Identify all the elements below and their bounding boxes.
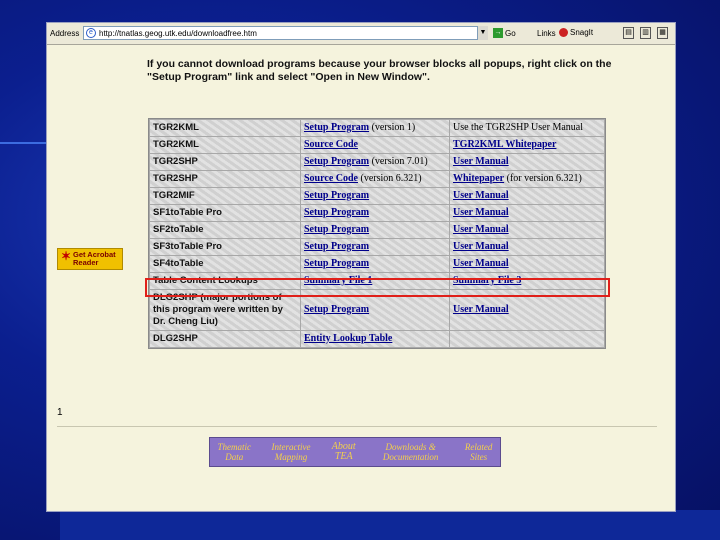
program-name: SF4toTable (150, 256, 300, 272)
program-name: SF1toTable Pro (150, 205, 300, 221)
table-row (150, 188, 604, 204)
program-name: Table Content Lookups (150, 273, 300, 289)
documentation-note: (for version 6.321) (504, 173, 582, 184)
program-download-cell (301, 222, 449, 238)
snagit-icon (559, 28, 568, 37)
adobe-logo-icon: ✶ (60, 249, 72, 263)
downloads-table (148, 118, 606, 349)
go-arrow-icon: → (494, 29, 502, 36)
program-name: TGR2SHP (150, 171, 300, 187)
highlight-box (145, 278, 610, 297)
get-acrobat-reader-button[interactable] (57, 248, 123, 270)
nav-interactive-mapping[interactable]: Interactive Mapping (271, 442, 311, 462)
program-download-cell (301, 171, 449, 187)
program-docs-cell (450, 154, 604, 170)
document-icon[interactable]: ▤ (623, 27, 634, 39)
program-docs-cell (450, 137, 604, 153)
documentation-link[interactable]: User Manual (453, 241, 509, 252)
ie-page-icon: e (86, 28, 96, 38)
go-label: Go (505, 28, 516, 38)
address-label: Address (50, 29, 80, 38)
divider (57, 426, 657, 427)
address-input[interactable] (83, 26, 487, 40)
download-link[interactable]: Setup Program (304, 207, 370, 218)
download-link[interactable]: Setup Program (304, 241, 370, 252)
program-docs-cell (450, 222, 604, 238)
program-docs-cell (450, 239, 604, 255)
download-link[interactable]: Source Code (304, 173, 358, 184)
table-row (150, 205, 604, 221)
site-nav-bar (209, 437, 501, 467)
documentation-link[interactable]: User Manual (453, 156, 509, 167)
download-link[interactable]: Setup Program (304, 122, 370, 133)
version-note: (version 7.01) (369, 156, 428, 167)
go-button[interactable] (493, 26, 516, 40)
documentation-link[interactable]: Summary File 3 (453, 275, 522, 286)
program-name: TGR2KML (150, 137, 300, 153)
program-download-cell (301, 137, 449, 153)
table-row (150, 171, 604, 187)
snagit-button[interactable] (559, 28, 593, 37)
documentation-link[interactable]: Whitepaper (453, 173, 505, 184)
popup-notice: If you cannot download programs because your browser blocks all popups, right click on the "Setup Program" link and select "Open in New Window". (147, 58, 612, 83)
program-name: SF2toTable (150, 222, 300, 238)
program-docs-cell (450, 205, 604, 221)
address-bar (47, 23, 676, 45)
program-name: TGR2MIF (150, 188, 300, 204)
nav-about-tea[interactable]: About TEA (331, 441, 356, 462)
version-note: (version 6.321) (357, 173, 422, 184)
download-link[interactable]: Setup Program (304, 156, 370, 167)
toolbar-menu-icon[interactable]: ▦ (657, 27, 668, 39)
program-docs-cell (450, 256, 604, 272)
program-docs-cell (450, 331, 604, 347)
program-download-cell (301, 205, 449, 221)
browser-window (46, 22, 676, 512)
documentation-note: Use the TGR2SHP User Manual (453, 122, 583, 133)
documentation-link[interactable]: TGR2KML Whitepaper (453, 139, 557, 150)
program-download-cell (301, 331, 449, 347)
program-download-cell (301, 154, 449, 170)
documentation-link[interactable]: User Manual (453, 304, 509, 315)
program-download-cell (301, 256, 449, 272)
footnote: 1 (57, 407, 63, 418)
documentation-link[interactable]: User Manual (453, 207, 509, 218)
acrobat-line1: Get Acrobat (73, 250, 116, 259)
acrobat-line2: Reader (73, 258, 99, 267)
program-download-cell (301, 239, 449, 255)
snagit-label: SnagIt (570, 28, 594, 37)
documentation-link[interactable]: User Manual (453, 224, 509, 235)
download-link[interactable]: Setup Program (304, 224, 370, 235)
version-note: (version 1) (369, 122, 416, 133)
table-row (150, 256, 604, 272)
program-docs-cell (450, 188, 604, 204)
table-row (150, 239, 604, 255)
download-link[interactable]: Source Code (304, 139, 358, 150)
decorative-bar (60, 510, 720, 540)
download-link[interactable]: Entity Lookup Table (304, 333, 393, 344)
table-row (150, 222, 604, 238)
download-link[interactable]: Setup Program (304, 304, 370, 315)
clipboard-icon[interactable]: ▥ (640, 27, 651, 39)
program-name: SF3toTable Pro (150, 239, 300, 255)
program-name: DLG2SHP (major portions of this program were written by Dr. Cheng Liu) (150, 290, 300, 330)
address-dropdown-button[interactable]: ▼ (477, 26, 488, 40)
download-link[interactable]: Summary File 1 (304, 275, 373, 286)
program-download-cell (301, 188, 449, 204)
links-button[interactable]: Links (537, 29, 556, 38)
program-docs-cell (450, 120, 604, 136)
program-name: TGR2KML (150, 120, 300, 136)
program-name: DLG2SHP (150, 331, 300, 347)
program-download-cell (301, 120, 449, 136)
program-name: TGR2SHP (150, 154, 300, 170)
download-link[interactable]: Setup Program (304, 190, 370, 201)
nav-downloads-documentation[interactable]: Downloads & Documentation (382, 442, 439, 462)
table-row (150, 137, 604, 153)
documentation-link[interactable]: User Manual (453, 190, 509, 201)
address-url: http://tnatlas.geog.utk.edu/downloadfree.htm (99, 28, 257, 38)
table-row (150, 154, 604, 170)
download-link[interactable]: Setup Program (304, 258, 370, 269)
nav-thematic-data[interactable]: Thematic Data (217, 442, 251, 462)
program-docs-cell (450, 171, 604, 187)
table-row (150, 120, 604, 136)
documentation-link[interactable]: User Manual (453, 258, 509, 269)
nav-related-sites[interactable]: Related Sites (464, 442, 493, 462)
table-row (150, 331, 604, 347)
